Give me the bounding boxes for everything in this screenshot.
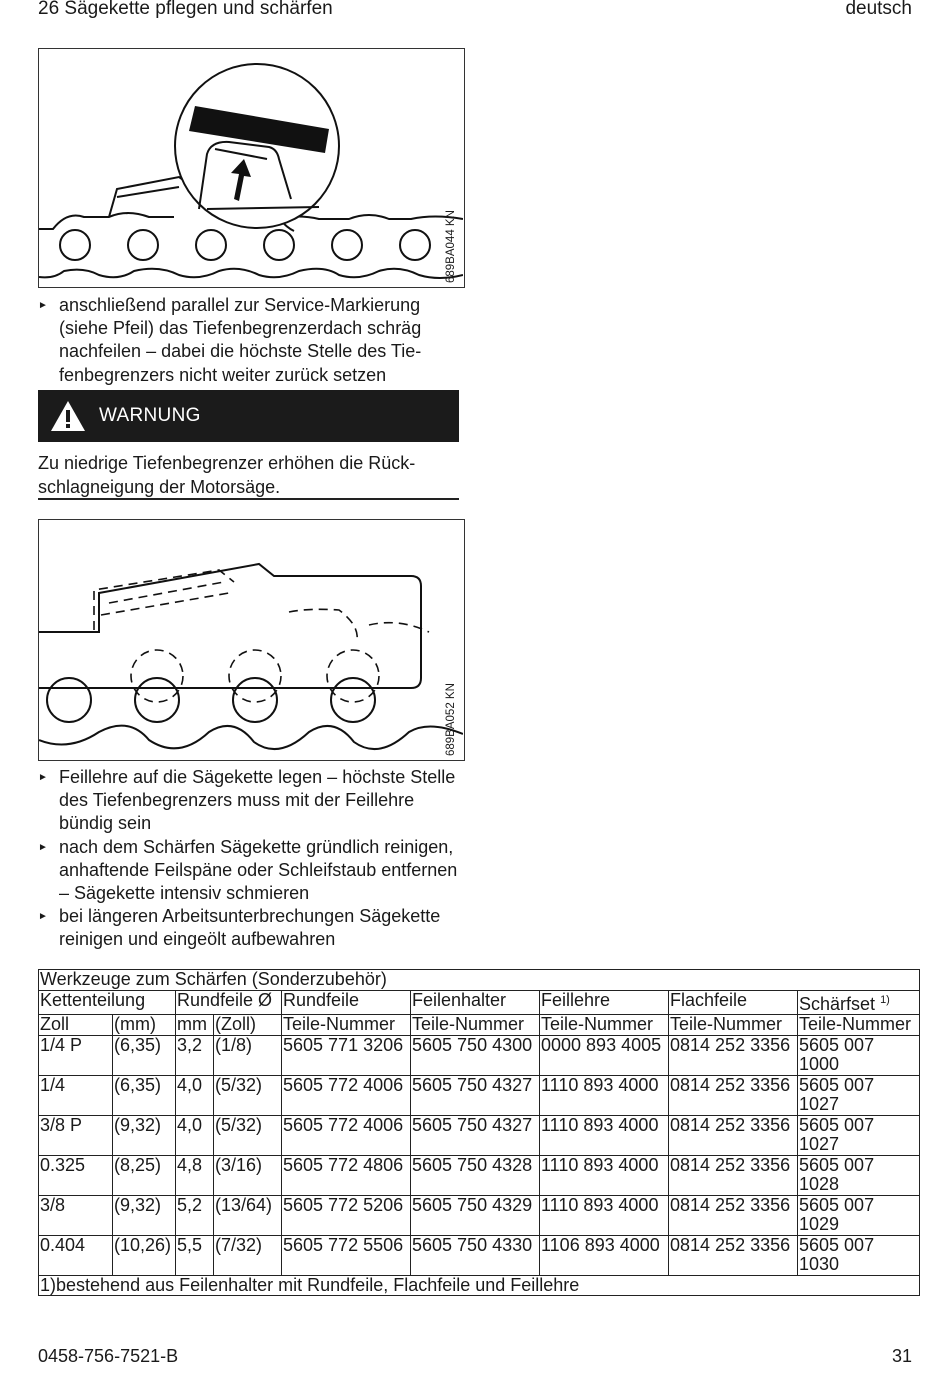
cell-flachfeile: 0814 252 3356 [669,1195,798,1235]
cell-mm: (9,32) [113,1115,176,1155]
header-rundfeile: Rundfeile [282,990,411,1015]
table-subheader-row [39,1015,920,1036]
sharpening-tools-table [38,969,920,1296]
cell-zoll: 1/4 [39,1075,113,1115]
table-row [39,1115,920,1155]
header-rundfeile-diameter: Rundfeile Ø [176,990,282,1015]
cell-schaerfset: 5605 007 1030 [798,1235,920,1275]
cell-flachfeile: 0814 252 3356 [669,1235,798,1275]
list-item: ► nach dem Schärfen Sägekette gründlich reinigen, anhaftende Feilspäne oder Schleifstaub entfernen – Sägekette intensiv schmieren [38,836,463,906]
cell-diameter-zoll: (7/32) [214,1235,282,1275]
subheader-cell: Teile-Nummer [282,1015,411,1036]
figure-code: 689BA044 KN [445,210,457,283]
table-header-row [39,990,920,1015]
header-feillehre: Feillehre [540,990,669,1015]
cell-diameter-zoll: (5/32) [214,1075,282,1115]
cell-zoll: 0.325 [39,1155,113,1195]
cell-feillehre: 1110 893 4000 [540,1115,669,1155]
cell-diameter-zoll: (5/32) [214,1115,282,1155]
subheader-cell: (mm) [113,1015,176,1036]
cell-diameter-zoll: (3/16) [214,1155,282,1195]
cell-feillehre: 1106 893 4000 [540,1235,669,1275]
cell-rundfeile: 5605 772 4806 [282,1155,411,1195]
cell-rundfeile: 5605 772 4006 [282,1115,411,1155]
cell-flachfeile: 0814 252 3356 [669,1035,798,1075]
table-title: Werkzeuge zum Schärfen (Sonderzubehör) [39,970,920,991]
cell-diameter-mm: 4,0 [176,1075,214,1115]
cell-feilenhalter: 5605 750 4330 [411,1235,540,1275]
table-row [39,1195,920,1235]
cell-flachfeile: 0814 252 3356 [669,1155,798,1195]
cell-rundfeile: 5605 772 5506 [282,1235,411,1275]
cell-feilenhalter: 5605 750 4328 [411,1155,540,1195]
cell-schaerfset: 5605 007 1029 [798,1195,920,1235]
cell-zoll: 3/8 P [39,1115,113,1155]
cell-mm: (6,35) [113,1035,176,1075]
cell-feilenhalter: 5605 750 4300 [411,1035,540,1075]
cell-mm: (8,25) [113,1155,176,1195]
list-item: ► Feillehre auf die Sägekette legen – höchste Stelle des Tiefenbegrenzers muss mit der Feillehre bündig sein [38,766,463,836]
header-kettenteilung: Kettenteilung [39,990,176,1015]
subheader-cell: Teile-Nummer [798,1015,920,1036]
subheader-cell: Zoll [39,1015,113,1036]
table-row [39,1155,920,1195]
cell-feilenhalter: 5605 750 4329 [411,1195,540,1235]
cell-feilenhalter: 5605 750 4327 [411,1075,540,1115]
cell-mm: (6,35) [113,1075,176,1115]
cell-mm: (9,32) [113,1195,176,1235]
figure-code: 689BA052 KN [445,683,457,756]
cell-mm: (10,26) [113,1235,176,1275]
cell-diameter-mm: 3,2 [176,1035,214,1075]
page-number: 31 [891,1346,912,1366]
warning-text: Zu niedrige Tiefenbegrenzer erhöhen die Rückschlagneigung der Motorsäge. [38,453,416,497]
figure-feillehre [38,519,465,761]
cell-feillehre: 1110 893 4000 [540,1075,669,1115]
cell-flachfeile: 0814 252 3356 [669,1075,798,1115]
chain-illustration-1 [39,49,463,286]
subheader-cell: Teile-Nummer [540,1015,669,1036]
subheader-cell: mm [176,1015,214,1036]
section-title: 26 Sägekette pflegen und schärfen [38,0,333,19]
cell-zoll: 3/8 [39,1195,113,1235]
cell-diameter-mm: 5,2 [176,1195,214,1235]
table-footnote: 1)bestehend aus Feilenhalter mit Rundfeile, Flachfeile und Feillehre [39,1275,920,1296]
footnote-marker: 1) [880,993,890,1006]
cell-schaerfset: 5605 007 1027 [798,1115,920,1155]
header-feilenhalter: Feilenhalter [411,990,540,1015]
table-row [39,1075,920,1115]
cell-zoll: 1/4 P [39,1035,113,1075]
cell-schaerfset: 5605 007 1028 [798,1155,920,1195]
cell-diameter-zoll: (13/64) [214,1195,282,1235]
chain-illustration-2 [39,520,463,759]
list-item: ► bei längeren Arbeitsunterbrechungen Sägekette reinigen und eingeölt aufbewahren [38,905,463,951]
cell-diameter-mm: 4,0 [176,1115,214,1155]
figure-depth-gauge-filing [38,48,465,288]
cell-diameter-mm: 5,5 [176,1235,214,1275]
subheader-cell: Teile-Nummer [411,1015,540,1036]
cell-zoll: 0.404 [39,1235,113,1275]
subheader-cell: Teile-Nummer [669,1015,798,1036]
warning-divider [38,498,459,500]
cell-feillehre: 1110 893 4000 [540,1195,669,1235]
cell-feillehre: 1110 893 4000 [540,1155,669,1195]
list-item: ► anschließend parallel zur Service-Markierung (siehe Pfeil) das Tiefenbegrenzerdach schräg nachfeilen – dabei die höchste Stelle des Tiefenbegrenzers nicht weiter zurück setzen [38,294,463,387]
header-schaerfset [798,990,920,1015]
warning-banner [38,390,459,442]
subheader-cell: (Zoll) [214,1015,282,1036]
cell-feilenhalter: 5605 750 4327 [411,1115,540,1155]
header-flachfeile: Flachfeile [669,990,798,1015]
instruction-list-1 [38,294,463,387]
cell-feillehre: 0000 893 4005 [540,1035,669,1075]
cell-rundfeile: 5605 772 4006 [282,1075,411,1115]
cell-schaerfset: 5605 007 1000 [798,1035,920,1075]
cell-flachfeile: 0814 252 3356 [669,1115,798,1155]
language-label: deutsch [845,0,912,19]
warning-label: WARNUNG [99,405,201,426]
table-row [39,1235,920,1275]
table-row [39,1035,920,1075]
cell-schaerfset: 5605 007 1027 [798,1075,920,1115]
warning-triangle-icon [49,399,87,433]
cell-rundfeile: 5605 771 3206 [282,1035,411,1075]
cell-diameter-mm: 4,8 [176,1155,214,1195]
document-number: 0458-756-7521-B [38,1346,179,1366]
instruction-list-2 [38,766,463,952]
cell-rundfeile: 5605 772 5206 [282,1195,411,1235]
header-schaerfset-label: Schärfset [799,993,876,1014]
cell-diameter-zoll: (1/8) [214,1035,282,1075]
